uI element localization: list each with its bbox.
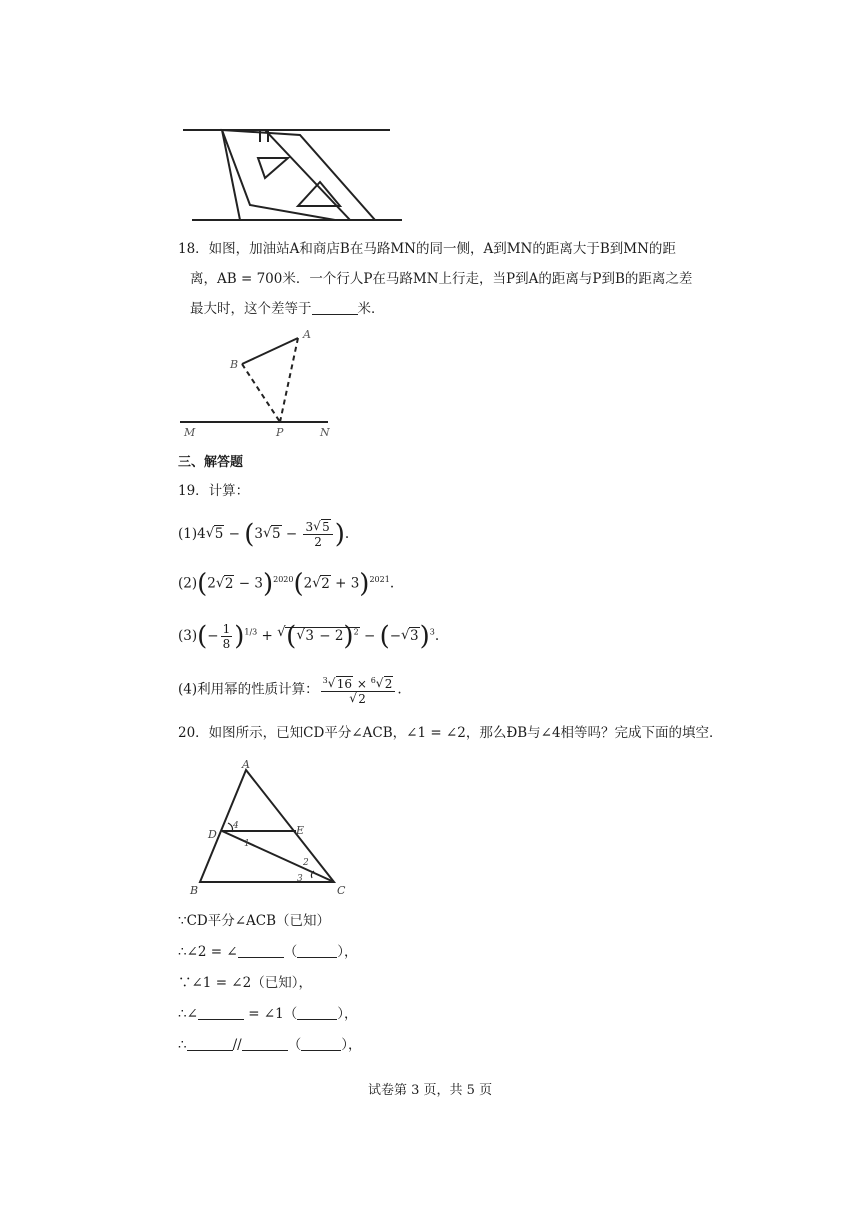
q20-label-e: E (296, 824, 305, 837)
q20-step1: ∵CD平分∠ACB（已知） (178, 913, 331, 929)
q19-part2: (2)(2√ 2 − 3)$^{2020}$(2√ 2 + 3)$^{2021}$. (178, 570, 394, 594)
q19-part1: (1)4√ 5 − (3√ 5 − $\frac{3√ 5}{2}$ ). (178, 520, 349, 549)
q18-line3-unit: 米． (357, 301, 385, 317)
top-figure-rulers (180, 120, 410, 230)
q20-s4-mid: = ∠1（ (243, 1006, 298, 1022)
q18-label-b: B (230, 358, 239, 371)
q20-label-c: C (337, 884, 346, 897)
q20-s5-blank-a[interactable] (187, 1036, 233, 1051)
q19-p2-label: (2) (178, 575, 198, 592)
q18-label-m: M (184, 426, 196, 438)
q20-s4-blank-a[interactable] (198, 1005, 244, 1020)
q20-figure (186, 758, 356, 898)
q20-step2: ∴∠2 = ∠ （ ）， (178, 944, 358, 960)
q19-p3-label: (3) (178, 628, 198, 644)
q19-part4: (4)利用幂的性质计算： $^3$√ 16 × $^6$√ 2 √ 2 . (178, 674, 402, 706)
q18-label-p: P (276, 426, 284, 438)
page-footer: 试卷第 3 页，共 5 页 (368, 1083, 493, 1098)
q20-s2-blank-b[interactable] (297, 943, 337, 958)
q20-angle-4: 4 (233, 821, 239, 831)
q20-angle-1: 1 (244, 839, 250, 849)
q20-label-b: B (190, 884, 199, 897)
q20-step5: ∴ // （ ）， (178, 1037, 362, 1053)
q20-step4: ∴∠ = ∠1（ ）， (178, 1006, 358, 1022)
q18-line3 (190, 299, 385, 319)
q20-angle-3: 3 (297, 874, 303, 884)
q20-s5-blank-c[interactable] (301, 1036, 341, 1051)
q20-s5-blank-b[interactable] (242, 1036, 288, 1051)
q18-label-n: N (320, 426, 330, 438)
q19-title: 19．计算： (178, 483, 250, 499)
q18-answer-blank[interactable] (312, 300, 358, 315)
q18-line3-text: 最大时，这个差等于 (190, 301, 312, 317)
q19-exp-2020: 2020 (273, 575, 294, 584)
q19-exp-2021: 2021 (369, 575, 390, 584)
q18-line2: 离，AB = 700米．一个行人P在马路MN上行走，当P到A的距离与P到B的距离之差 (190, 271, 693, 287)
q20-s4-text: ∴∠ (178, 1006, 198, 1022)
q20-label-d: D (208, 828, 217, 841)
q19-p1-label: (1) (178, 526, 198, 542)
q20-s2-blank-a[interactable] (238, 943, 284, 958)
q20-s5-parallel: // (232, 1037, 242, 1053)
q20-angle-2: 2 (303, 858, 309, 868)
q20-label-a: A (242, 758, 250, 771)
q19-p4-label: (4)利用幂的性质计算： (178, 681, 319, 698)
q18-line1: 18．如图，加油站A和商店B在马路MN的同一侧，A到MN的距离大于B到MN的距 (178, 241, 676, 257)
q18-label-a: A (303, 328, 311, 341)
q18-figure (178, 328, 348, 438)
q20-title: 20．如图所示，已知CD平分∠ACB，∠1 = ∠2，那么ÐB与∠4相等吗？完成下面的填空． (178, 725, 723, 741)
q20-s4-blank-b[interactable] (297, 1005, 337, 1020)
section-header: 三、解答题 (178, 455, 244, 470)
q20-s2-text: ∴∠2 = ∠ (178, 944, 238, 960)
q19-part3: (3)(− $\frac{1}{8}$ )$^{1/3}$ + √ (√ 3 − 2)$^2$ − (−√ 3)$^3$. (178, 622, 439, 651)
q20-step3: ∵∠1 = ∠2（已知）， (178, 975, 312, 991)
